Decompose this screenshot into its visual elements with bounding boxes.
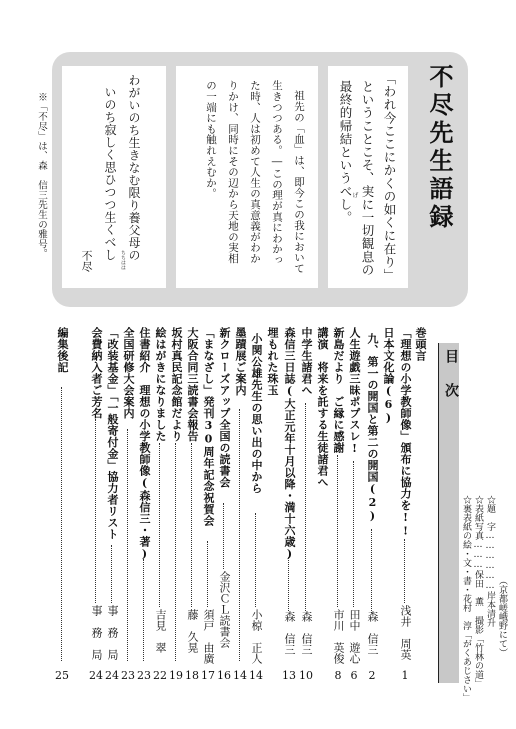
quote-panel	[52, 52, 468, 307]
toc-entry-page: 1	[401, 669, 409, 682]
toc-entry-page: 13	[282, 669, 296, 682]
quote-1-ruby: げ	[351, 192, 358, 198]
toc-entry-page: 22	[153, 669, 167, 682]
cover-note-3: ☆裏表紙の絵・文・書・花村 淳「がくあじさい」	[461, 495, 471, 702]
toc-entry-title: 人生遊戯三昧ポプスレ!	[348, 327, 361, 456]
cover-note-extra: （京都嵯峨野にて）	[497, 576, 507, 657]
toc-leader-dots	[61, 387, 62, 661]
quote-card-2	[176, 66, 318, 288]
toc-leader-dots	[143, 559, 144, 661]
toc-entry-author: 金沢ＣＬ読書会	[218, 571, 231, 648]
toc-entry-title: 新島だより ご縁に感謝	[332, 327, 345, 454]
toc-entry-page: 6	[350, 669, 358, 682]
toc-entry-author: 田中 遊心	[348, 609, 361, 664]
toc-entry-title: 小関公雄先生の思い出の中から	[250, 333, 263, 494]
toc-heading: 目 次	[443, 349, 459, 400]
toc-entry-page: 24	[105, 669, 119, 682]
toc-entry-page: 16	[217, 669, 231, 682]
toc-entry-author: 事 務 局	[106, 605, 119, 660]
footnote: ※「不尽」は、森 信三先生の雅号。	[36, 92, 47, 259]
toc-entry-title: 編集後記	[56, 327, 69, 373]
toc-entry-page: 25	[55, 669, 69, 682]
toc-leader-dots	[337, 455, 338, 607]
toc-entry-author: 事 務 局	[90, 605, 103, 660]
toc-entry-author: 小椋 正人	[250, 609, 263, 664]
toc-entry-title: 「まなざし」発刊30周年記念祝賀会	[202, 327, 215, 527]
toc-entry-author: 須戸 由廣	[202, 609, 215, 664]
quote-2-line-5: の一端にも触れえむか。	[205, 80, 217, 199]
toc-entry-page: 8	[334, 669, 342, 682]
quote-2-line-4: りかけ、同時にその辺から天地の実相	[227, 80, 239, 264]
toc-entry-page: 14	[249, 669, 263, 682]
toc-entry-author: 藤 久晃	[186, 609, 199, 653]
toc-entry-page: 2	[368, 669, 376, 682]
toc-entry-page: 24	[89, 669, 103, 682]
toc-entry-page: 10	[299, 669, 313, 682]
quote-2-line-1: 祖先の「血」は、即今この我において	[293, 90, 305, 274]
cover-note-1: ☆題 字………………岸本清升	[485, 495, 495, 627]
toc-leader-dots	[239, 409, 240, 661]
toc-entry-author: 浅井 周英	[399, 605, 412, 660]
toc-entry-title: 九、第一の開国と第二の開国(2)	[366, 333, 379, 523]
toc-entry-page: 23	[137, 669, 151, 682]
toc-entry-author: 森 信三	[366, 611, 379, 655]
toc-entry-title: 巻頭言	[414, 327, 427, 362]
toc-list	[40, 327, 460, 699]
toc-entry-title: 絵はがきになりました	[154, 327, 167, 442]
toc-leader-dots	[159, 443, 160, 607]
cover-note-2: ☆表紙写真………保田 薫 撮影「竹林の道」	[473, 495, 483, 688]
toc-entry-title: 住書紹介 理想の小学教師像(森信三・著)	[138, 327, 151, 561]
toc-leader-dots	[288, 557, 289, 611]
toc-entry-title: 新クローズアップ全国の読書会	[218, 327, 231, 488]
toc-entry-title: 墨蹟展ご案内	[234, 327, 247, 396]
toc-entry-page: 23	[121, 669, 135, 682]
toc-entry-page: 19	[169, 669, 183, 682]
toc-leader-dots	[223, 503, 224, 569]
toc-entry-title: 中学生諸君へ	[300, 327, 313, 396]
quote-1-line-3: 最終的帰結というべし。	[338, 80, 353, 225]
poem-card	[62, 66, 166, 288]
toc-entry-author: 森 信三	[283, 611, 296, 655]
toc-entry-author: 森 信三	[300, 611, 313, 655]
quote-2-line-2: 生きつつある。―この理が真にわかっ	[271, 80, 283, 266]
toc-leader-dots	[305, 403, 306, 611]
toc-entry-title: 会費納入者ご芳名	[90, 327, 103, 419]
toc-entry-title: 大阪合同三読書会報告	[186, 327, 199, 442]
poem-line-2: いのち寂しく思ひつつ生くべし	[103, 86, 117, 261]
toc-entry-title: 講演 将来を託する生徒諸君へ	[316, 327, 329, 488]
toc-leader-dots	[111, 545, 112, 603]
toc-leader-dots	[371, 529, 372, 613]
toc-entry-title: 日本文化論(6)	[382, 327, 395, 425]
quote-2-line-3: た時、人は初めて人生の真意義がわか	[249, 80, 261, 264]
quote-1-line-2: ということこそ、実に一切観息の	[360, 80, 375, 277]
quote-card-1	[328, 66, 408, 288]
toc-leader-dots	[127, 429, 128, 661]
toc-entry-author: 市川 英俊	[332, 609, 345, 664]
toc-entry-page: 14	[233, 669, 247, 682]
toc-entry-title: 「理想の小学教師像」頒布に協力を!!	[399, 327, 412, 538]
collection-title: 不尽先生語録	[425, 64, 453, 232]
toc-entry-title: 全国研修大会案内	[122, 327, 135, 419]
toc-entry-page: 18	[185, 669, 199, 682]
quote-1-line-1: 「われ今ここにかくの如くに在り」	[382, 72, 397, 282]
toc-leader-dots	[191, 443, 192, 607]
toc-leader-dots	[95, 419, 96, 603]
toc-leader-dots	[175, 443, 176, 661]
toc-leader-dots	[404, 539, 405, 603]
toc-entry-page: 17	[201, 669, 215, 682]
poem-line-1: わがいのち生きなむ限り養父母の	[127, 74, 141, 262]
toc-entry-title: 「改装基金」「一般寄付金」協力者リスト	[106, 327, 119, 540]
poem-ruby: ちちはは	[120, 250, 126, 270]
poem-signature: 不尽	[80, 250, 93, 272]
toc-leader-dots	[353, 461, 354, 607]
toc-entry-title: 森信三日誌(大正元年十月以降・満十六歳)	[283, 327, 296, 561]
toc-leader-dots	[255, 513, 256, 607]
toc-entry-author: 吉見 翠	[154, 609, 167, 653]
toc-entry-title: 埋もれた珠玉	[266, 327, 279, 396]
toc-leader-dots	[207, 541, 208, 607]
toc-entry-title: 坂村真民記念館だより	[170, 327, 183, 442]
